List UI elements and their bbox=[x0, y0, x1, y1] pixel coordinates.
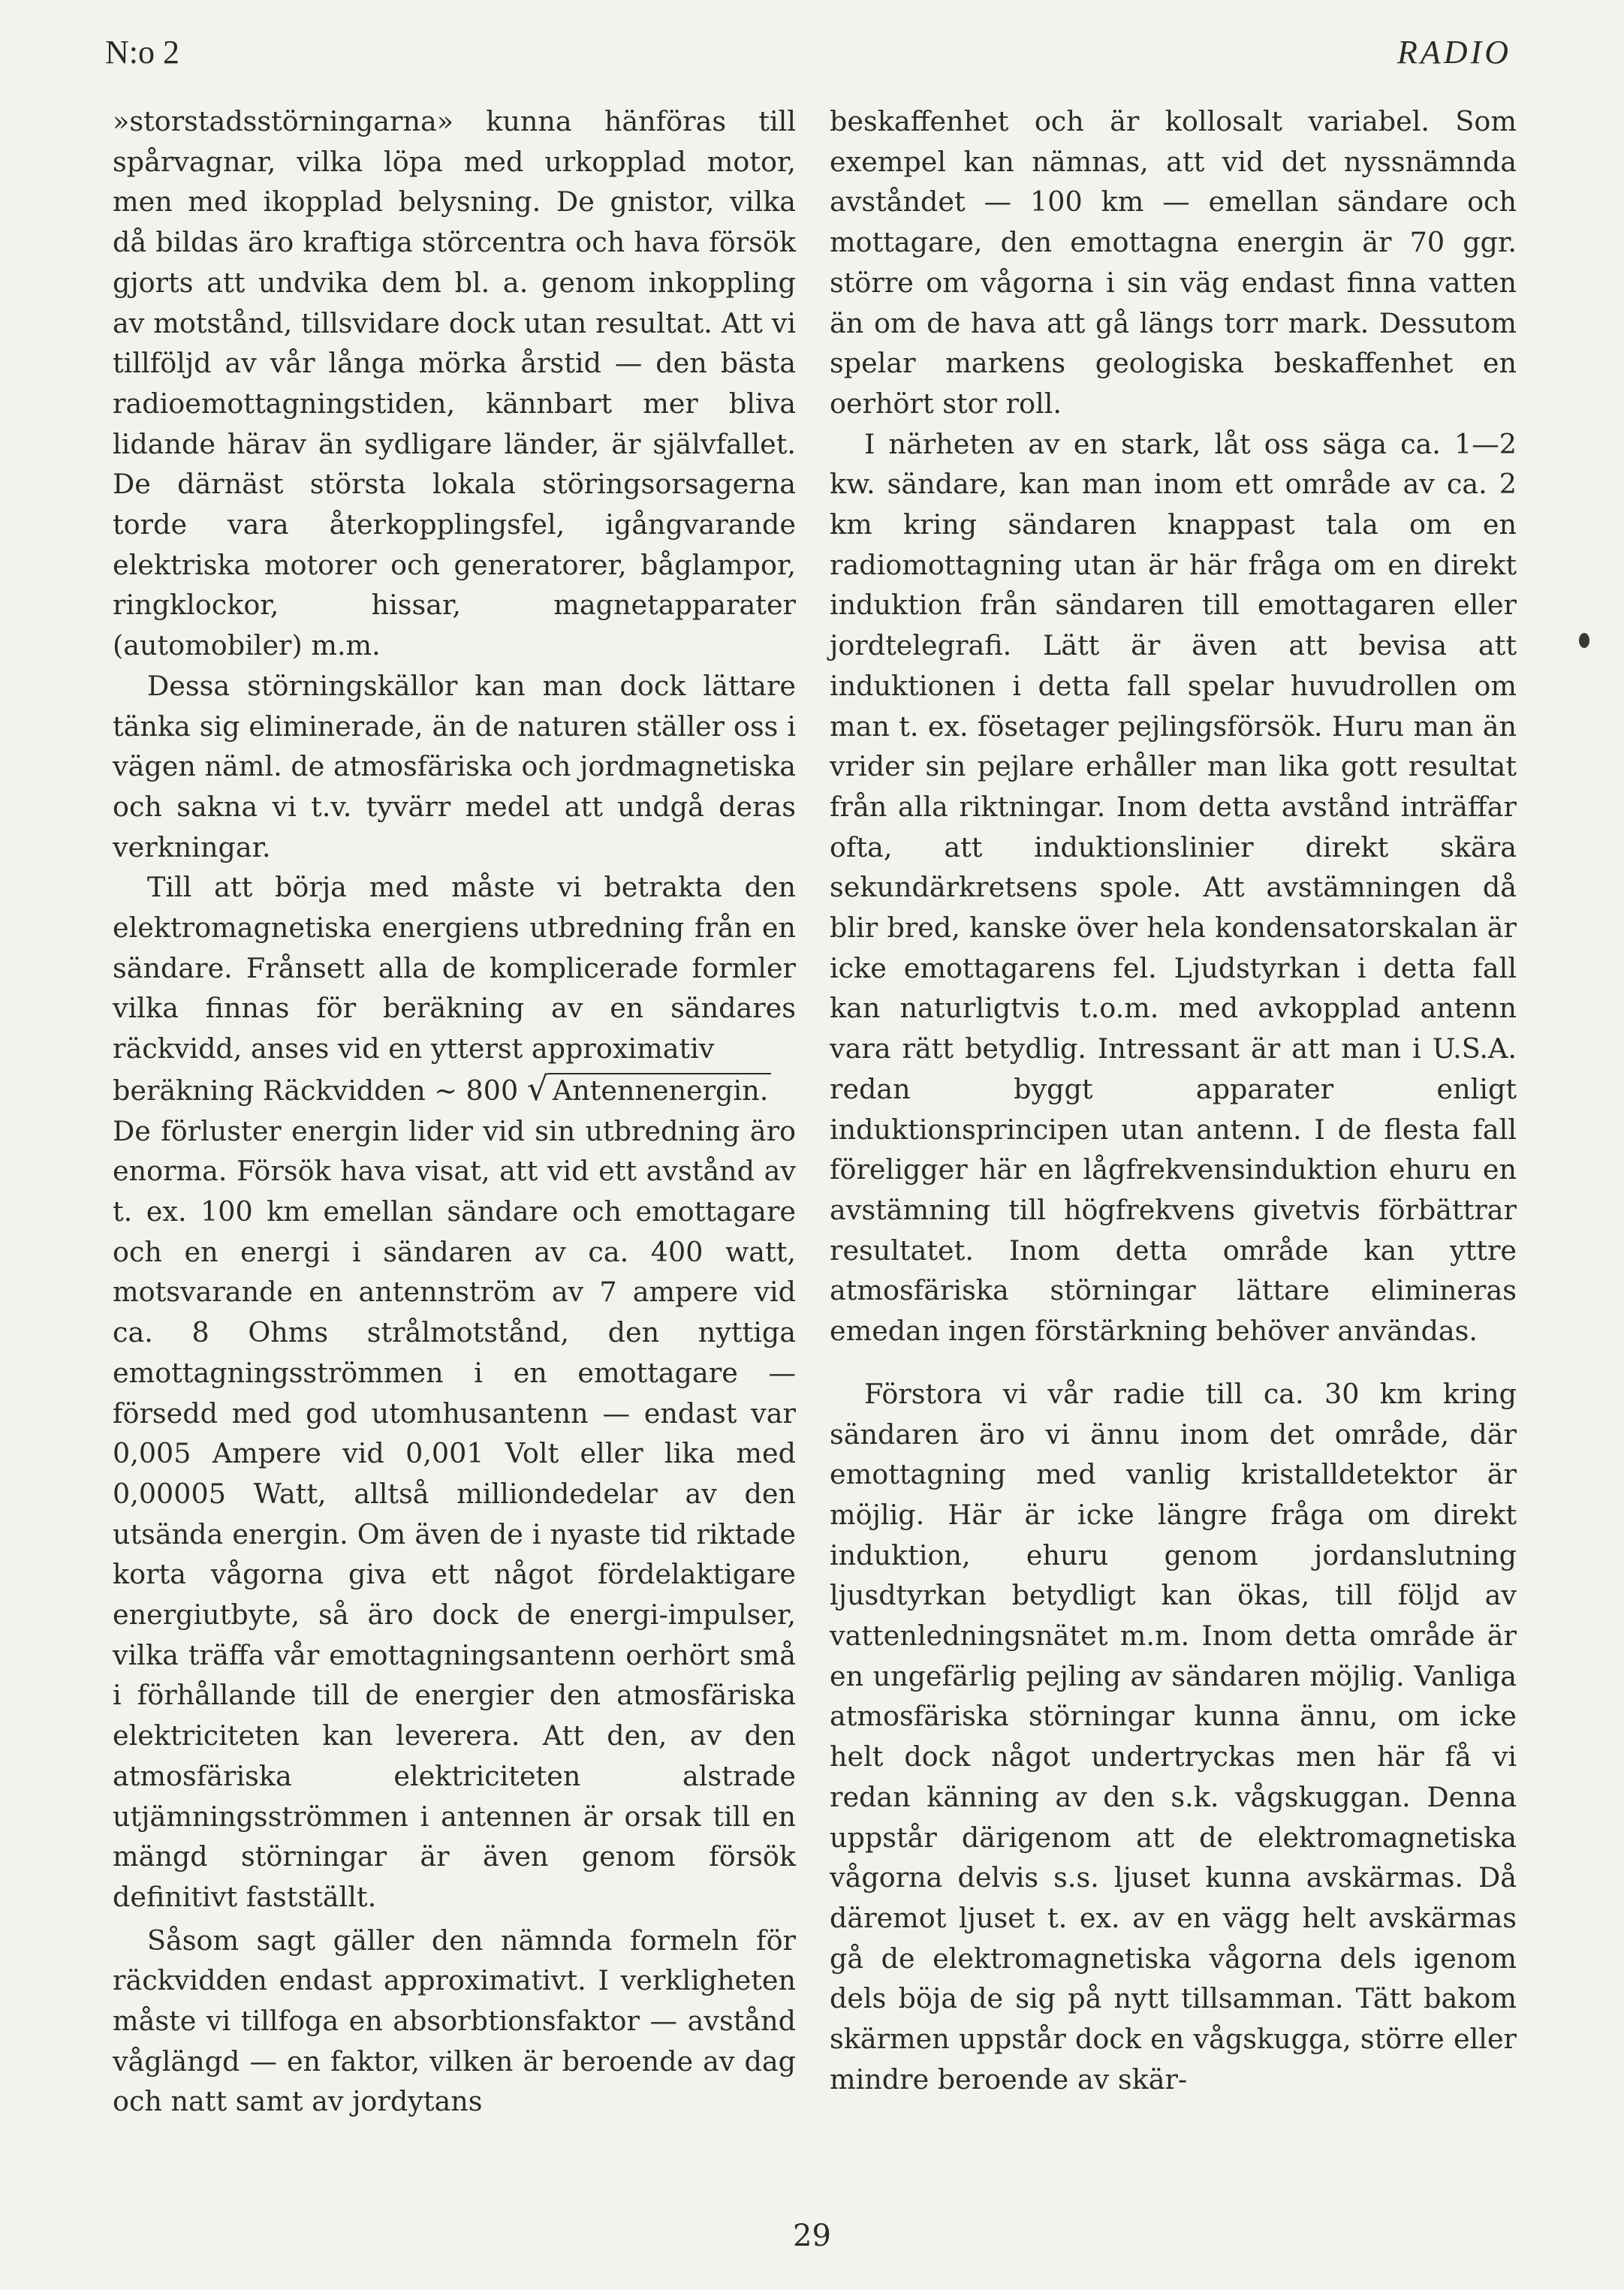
paragraph: »storstadsstörningarna» kunna hänföras till spårvagnar, vilka löpa med urkopplad motor, men med ikopplad belysning. De gnistor, vilka då bildas äro kraftiga störcentra och hava försök gjorts att undvika dem bl. a. genom inkoppling av motstånd, tillsvidare dock utan resultat. Att vi tillföljd av vår långa mörka årstid — den bästa radioemottagningstiden, kännbart mer bliva lidande härav än sydligare länder, är självfallet. De därnäst största lokala störingsorsagerna torde vara återkopplingsfel, igångvarande elektriska motorer och generatorer, båglampor, ringklockor, hissar, magnetapparater (automobiler) m.m. bbox=[113, 105, 796, 662]
magazine-title: RADIO bbox=[1397, 34, 1511, 71]
formula-prefix: beräkning Räckvidden bbox=[113, 1074, 426, 1107]
paragraph: De förluster energin lider vid sin utbredning äro enorma. Försök hava visat, att vid ett avstånd av t. ex. 100 km emellan sändare och emottagare och en energi i sändaren av ca. 400 watt, motsvarande en antennström av 7 ampere vid ca. 8 Ohms strålmotstånd, den nyttiga emottagningsströmmen i en emottagare — försedd med god utomhusantenn — endast var 0,005 Ampere vid 0,001 Volt eller lika med 0,00005 Watt, alltså milliondedelar av den utsända energin. Om även de i nyaste tid riktade korta vågorna giva ett något fördelaktigare energiutbyte, så äro dock de energi-impulser, vilka träffa vår emottagningsantenn oerhört små i förhållande till de energier den atmosfäriska elektriciteten kan leverera. Att den, av den atmosfäriska elektriciteten alstrade utjämningsströmmen i antennen är orsak till en mängd störningar är även genom försök definitivt fastställt. bbox=[113, 1114, 796, 1913]
paragraph: I närheten av en stark, låt oss säga ca. 1—2 kw. sändare, kan man inom ett område av ca. 2 km kring sändaren knappast tala om en radiomottagning utan är här fråga om en direkt induktion från sändaren till emottagaren eller jordtelegrafi. Lätt är även att bevisa att induktionen i detta fall spelar huvudrollen om man t. ex. fösetager pejlingsförsök. Huru man än vrider sin pejlare erhåller man lika gott resultat från alla riktningar. Inom detta avstånd inträffar ofta, att induktionslinier direkt skära sekundärkretsens spole. Att avstämningen då blir bred, kanske över hela kondensatorskalan är icke emottagarens fel. Ljudstyrkan i detta fall kan naturligtvis t.o.m. med avkopplad antenn vara rätt betydlig. Intressant är att man i U.S.A. redan byggt apparater enligt induktionsprincipen utan antenn. I de flesta fall föreligger här en lågfrekvensinduktion ehuru en avstämning till högfrekvens givetvis förbättrar resultatet. Inom detta område kan yttre atmosfäriska störningar lättare elimineras emedan ingen förstärkning behöver användas. bbox=[830, 427, 1517, 1348]
paragraph: Såsom sagt gäller den nämnda formeln för räckvidden endast approximativt. I verkligheten måste vi tillfoga en absorbtionsfaktor — avstånd våglängd — en faktor, vilken är beroende av dag och natt samt av jordytans bbox=[113, 1924, 796, 2118]
formula-constant: 800 bbox=[466, 1074, 519, 1107]
paragraph: Till att börja med måste vi betrakta den elektromagnetiska energiens utbredning från en sändare. Frånsett alla de komplicerade formler vilka finnas för beräkning av en sändares räckvidd, anses vid en ytterst approximativ bbox=[113, 871, 796, 1065]
paragraph: beskaffenhet och är kollosalt variabel. Som exempel kan nämnas, att vid det nyssnämnda avståndet — 100 km — emellan sändare och mottagare, den emottagna energin är 70 ggr. större om vågorna i sin väg endast finna vatten än om de hava att gå längs torr mark. Dessutom spelar markens geologiska beskaffenhet en oerhört stor roll. bbox=[830, 105, 1517, 420]
approx-symbol: ~ bbox=[434, 1074, 457, 1107]
paragraph: Dessa störningskällor kan man dock lättare tänka sig eliminerade, än de naturen ställer oss i vägen näml. de atmosfäriska och jordmagnetiska och sakna vi t.v. tyvärr medel att undgå deras verkningar. bbox=[113, 669, 796, 863]
issue-number: N:o 2 bbox=[105, 34, 179, 71]
left-column bbox=[113, 101, 796, 2122]
formula-line bbox=[113, 1069, 796, 1111]
square-root-symbol: √ bbox=[526, 1069, 548, 1108]
ink-speck bbox=[1579, 633, 1589, 648]
right-column bbox=[830, 101, 1517, 2099]
formula-radicand: Antennenergin. bbox=[548, 1073, 771, 1107]
paragraph: Förstora vi vår radie till ca. 30 km kring sändaren äro vi ännu inom det område, där emottagning med vanlig kristalldetektor är möjlig. Här är icke längre fråga om direkt induktion, ehuru genom jordanslutning ljusdtyrkan betydligt kan ökas, till följd av vattenledningsnätet m.m. Inom detta område är en ungefärlig pejling av sändaren möjlig. Vanliga atmosfäriska störningar kunna ännu, om icke helt dock något undertryckas men här få vi redan känning av den s.k. vågskuggan. Denna uppstår därigenom att de elektromagnetiska vågorna delvis s.s. ljuset kunna avskärmas. Då däremot ljuset t. ex. av en vägg helt avskärmas gå de elektromagnetiska vågorna dels igenom dels böja de sig på nytt tillsamman. Tätt bakom skärmen uppstår dock en vågskugga, större eller mindre beroende av skär- bbox=[830, 1377, 1517, 2096]
page-number: 29 bbox=[793, 2219, 831, 2253]
